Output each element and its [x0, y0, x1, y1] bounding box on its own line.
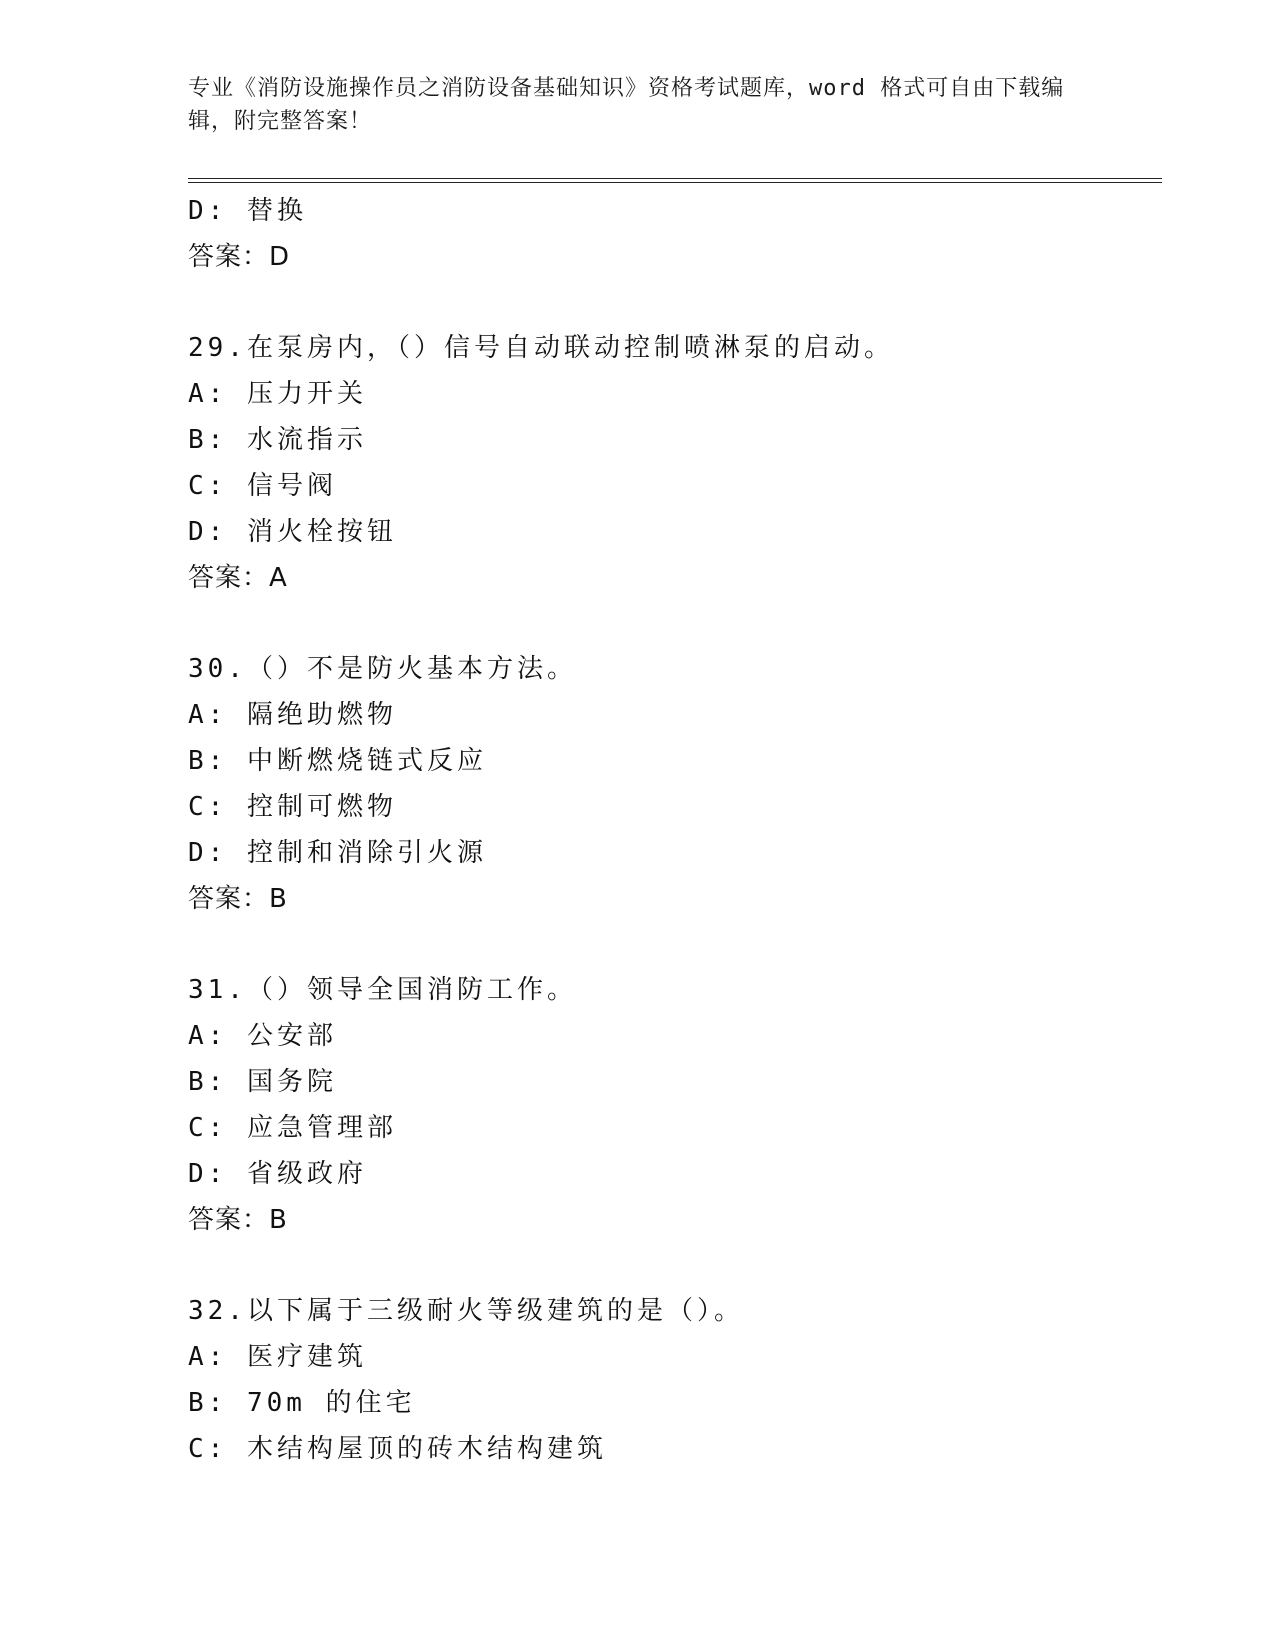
option-c: C: 控制可燃物 — [188, 792, 397, 822]
option-a: A: 医疗建筑 — [188, 1342, 367, 1372]
document-header: 专业《消防设施操作员之消防设备基础知识》资格考试题库，word 格式可自由下载编辑，附完整答案！ — [188, 76, 1065, 134]
option-d: D: 省级政府 — [188, 1159, 367, 1189]
question-list — [188, 188, 1148, 1472]
option-d: D: 替换 — [188, 196, 307, 226]
option-b: B: 国务院 — [188, 1067, 337, 1097]
answer-line: 答案：B — [188, 1205, 288, 1235]
question-30 — [188, 646, 1148, 922]
question-32 — [188, 1288, 1148, 1472]
option-a: A: 隔绝助燃物 — [188, 700, 397, 730]
answer-line: 答案：D — [188, 242, 291, 272]
question-stem: 31.（）领导全国消防工作。 — [188, 975, 577, 1005]
answer-line: 答案：B — [188, 884, 288, 914]
option-c: C: 应急管理部 — [188, 1113, 397, 1143]
question-stem: 32.以下属于三级耐火等级建筑的是（）。 — [188, 1296, 744, 1326]
spacer — [188, 922, 1148, 967]
option-c: C: 信号阀 — [188, 471, 337, 501]
spacer — [188, 280, 1148, 325]
option-d: D: 消火栓按钮 — [188, 517, 397, 547]
question-stem: 30.（）不是防火基本方法。 — [188, 654, 577, 684]
option-b: B: 水流指示 — [188, 425, 367, 455]
option-c: C: 木结构屋顶的砖木结构建筑 — [188, 1434, 607, 1464]
option-d: D: 控制和消除引火源 — [188, 838, 487, 868]
option-b: B: 70m 的住宅 — [188, 1388, 416, 1418]
question-29 — [188, 325, 1148, 601]
spacer — [188, 601, 1148, 646]
spacer — [188, 1243, 1148, 1288]
option-b: B: 中断燃烧链式反应 — [188, 746, 487, 776]
question-stem: 29.在泵房内，（）信号自动联动控制喷淋泵的启动。 — [188, 333, 894, 363]
option-a: A: 公安部 — [188, 1021, 337, 1051]
header-double-rule — [188, 178, 1162, 183]
question-31 — [188, 967, 1148, 1243]
option-a: A: 压力开关 — [188, 379, 367, 409]
answer-line: 答案：A — [188, 563, 288, 593]
